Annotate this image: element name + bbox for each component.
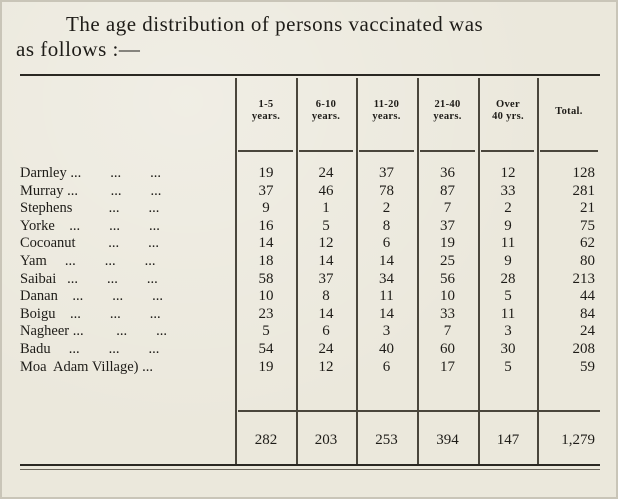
row-label: Yam ... ... ... bbox=[20, 253, 156, 269]
row-total-cell: 62 bbox=[580, 235, 595, 251]
table-cell: 14 bbox=[318, 306, 334, 322]
table-cell: 5 bbox=[504, 359, 512, 375]
table-cell: 8 bbox=[382, 218, 391, 234]
table-cell: 23 bbox=[258, 306, 274, 322]
intro-line-2: as follows :— bbox=[16, 37, 141, 61]
header-underline bbox=[238, 150, 293, 152]
row-total-cell: 208 bbox=[572, 341, 595, 357]
table-cell: 2 bbox=[382, 200, 391, 216]
table-cell: 6 bbox=[322, 323, 330, 339]
table-cell: 24 bbox=[318, 165, 334, 181]
table-cell: 10 bbox=[440, 288, 455, 304]
row-total-cell: 44 bbox=[580, 288, 595, 304]
header-underline bbox=[420, 150, 475, 152]
table-cell: 14 bbox=[379, 306, 394, 322]
col-header-1-5: 1-5 years. bbox=[251, 99, 281, 122]
header-underline bbox=[540, 150, 598, 152]
table-cell: 5 bbox=[262, 323, 270, 339]
table-cell: 3 bbox=[504, 323, 512, 339]
row-total-cell: 213 bbox=[572, 271, 595, 287]
header-underline bbox=[359, 150, 414, 152]
row-label: Moa Adam Village) ... bbox=[20, 359, 153, 375]
table-cell: 9 bbox=[262, 200, 270, 216]
table-cell: 5 bbox=[322, 218, 330, 234]
bottom-rule-lower bbox=[20, 469, 600, 470]
table-cell: 14 bbox=[258, 235, 274, 251]
row-label: Stephens ... ... bbox=[20, 200, 160, 216]
row-total-cell: 21 bbox=[580, 200, 595, 216]
totals-separator bbox=[238, 410, 600, 412]
total-6-10: 203 bbox=[314, 432, 338, 448]
row-label: Boigu ... ... ... bbox=[20, 306, 161, 322]
table-cell: 6 bbox=[382, 359, 391, 375]
table-cell: 19 bbox=[258, 165, 274, 181]
row-total-cell: 24 bbox=[580, 323, 595, 339]
table-cell: 18 bbox=[258, 253, 274, 269]
intro-line-1: The age distribution of persons vaccinated was bbox=[66, 12, 484, 36]
table-cell: 36 bbox=[440, 165, 455, 181]
table-cell: 34 bbox=[379, 271, 394, 287]
table-cell: 19 bbox=[258, 359, 274, 375]
table-cell: 33 bbox=[500, 183, 516, 199]
header-underline bbox=[481, 150, 534, 152]
table-cell: 7 bbox=[443, 200, 452, 216]
table-cell: 6 bbox=[382, 235, 391, 251]
table-cell: 37 bbox=[379, 165, 394, 181]
row-total-cell: 80 bbox=[580, 253, 595, 269]
table-cell: 24 bbox=[318, 341, 334, 357]
table-cell: 7 bbox=[443, 323, 452, 339]
bottom-rule bbox=[20, 464, 600, 466]
row-label: Nagheer ... ... ... bbox=[20, 323, 167, 339]
table-cell: 11 bbox=[500, 306, 516, 322]
grand-total: 1,279 bbox=[561, 432, 595, 448]
table-cell: 28 bbox=[500, 271, 516, 287]
table-cell: 19 bbox=[440, 235, 455, 251]
row-label: Yorke ... ... ... bbox=[20, 218, 160, 234]
table-cell: 78 bbox=[379, 183, 394, 199]
table-cell: 25 bbox=[440, 253, 455, 269]
col-header-21-40: 21-40 years. bbox=[433, 99, 462, 122]
table-cell: 9 bbox=[504, 253, 512, 269]
total-11-20: 253 bbox=[375, 432, 398, 448]
table-cell: 30 bbox=[500, 341, 516, 357]
row-label: Saibai ... ... ... bbox=[20, 271, 158, 287]
table-cell: 17 bbox=[440, 359, 455, 375]
table-cell: 14 bbox=[379, 253, 394, 269]
table-cell: 12 bbox=[500, 165, 516, 181]
row-label: Darnley ... ... ... bbox=[20, 165, 161, 181]
row-total-cell: 84 bbox=[580, 306, 595, 322]
table-cell: 60 bbox=[440, 341, 455, 357]
table-cell: 37 bbox=[318, 271, 334, 287]
table-cell: 37 bbox=[440, 218, 455, 234]
header-underline bbox=[299, 150, 353, 152]
row-total-cell: 59 bbox=[580, 359, 595, 375]
top-rule bbox=[20, 74, 600, 76]
total-21-40: 394 bbox=[436, 432, 459, 448]
table-cell: 16 bbox=[258, 218, 274, 234]
total-1-5: 282 bbox=[254, 432, 278, 448]
row-total-cell: 75 bbox=[580, 218, 595, 234]
table-cell: 54 bbox=[258, 341, 274, 357]
col-header-over-40: Over 40 yrs. bbox=[492, 99, 524, 122]
table-cell: 10 bbox=[258, 288, 274, 304]
table-cell: 11 bbox=[500, 235, 516, 251]
col-header-6-10: 6-10 years. bbox=[311, 99, 341, 122]
total-over-40: 147 bbox=[496, 432, 520, 448]
table-cell: 37 bbox=[258, 183, 274, 199]
table-cell: 5 bbox=[504, 288, 512, 304]
column-divider bbox=[235, 78, 237, 464]
table-cell: 14 bbox=[318, 253, 334, 269]
row-total-cell: 128 bbox=[572, 165, 595, 181]
row-label: Murray ... ... ... bbox=[20, 183, 162, 199]
row-label: Danan ... ... ... bbox=[20, 288, 163, 304]
table-cell: 9 bbox=[504, 218, 512, 234]
table-cell: 1 bbox=[322, 200, 330, 216]
table-cell: 56 bbox=[440, 271, 455, 287]
table-cell: 40 bbox=[379, 341, 394, 357]
table-cell: 3 bbox=[382, 323, 391, 339]
row-label: Cocoanut ... ... bbox=[20, 235, 159, 251]
col-header-11-20: 11-20 years. bbox=[372, 99, 401, 122]
table-cell: 11 bbox=[379, 288, 394, 304]
table-cell: 58 bbox=[258, 271, 274, 287]
table-cell: 8 bbox=[322, 288, 330, 304]
table-cell: 12 bbox=[318, 235, 334, 251]
table-cell: 33 bbox=[440, 306, 455, 322]
row-label: Badu ... ... ... bbox=[20, 341, 160, 357]
intro-paragraph bbox=[16, 12, 606, 62]
table-cell: 12 bbox=[318, 359, 334, 375]
col-header-total: Total. bbox=[555, 106, 583, 117]
table-cell: 87 bbox=[440, 183, 455, 199]
table-cell: 46 bbox=[318, 183, 334, 199]
table-cell: 2 bbox=[504, 200, 512, 216]
row-total-cell: 281 bbox=[572, 183, 595, 199]
